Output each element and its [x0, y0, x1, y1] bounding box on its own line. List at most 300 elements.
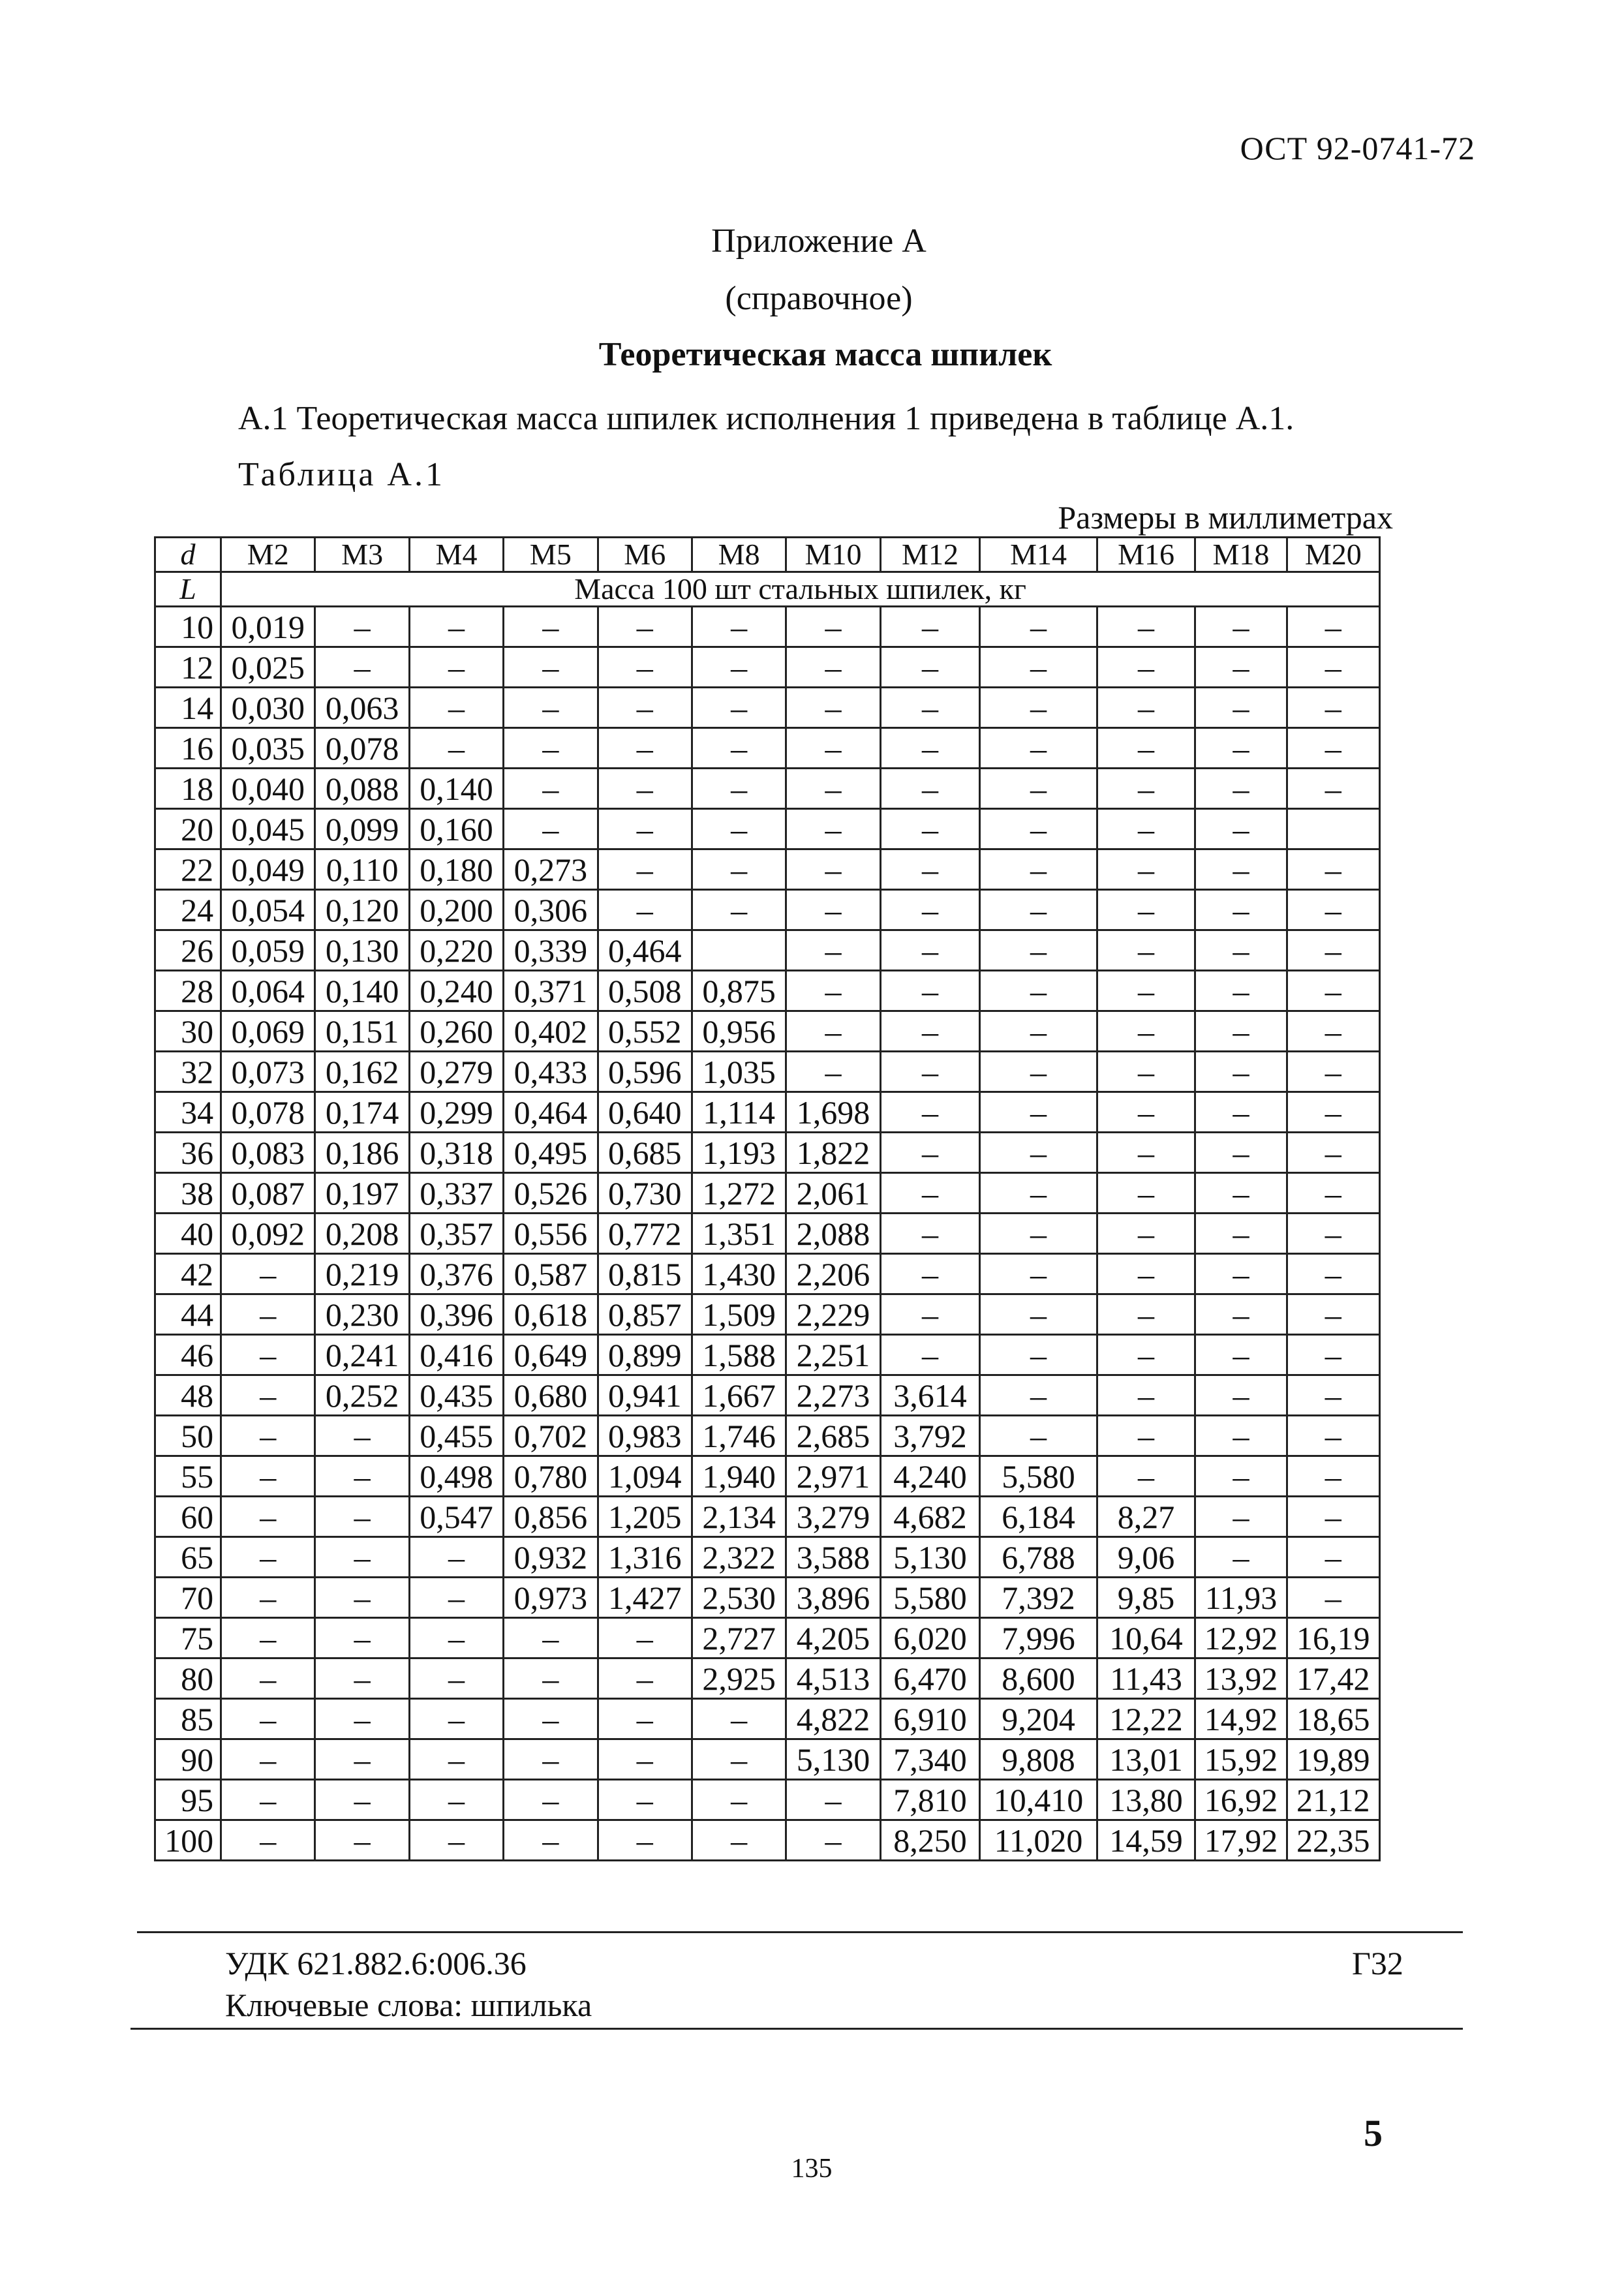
stud-mass-table: [154, 536, 1381, 1861]
mass-cell: 9,85: [1097, 1578, 1195, 1618]
archive-page-number: 135: [791, 2154, 833, 2184]
mass-cell: 0,162: [315, 1052, 409, 1092]
mass-cell: –: [221, 1699, 315, 1739]
mass-cell: 0,208: [315, 1214, 409, 1254]
mass-cell: –: [980, 688, 1097, 728]
mass-cell: 0,279: [409, 1052, 503, 1092]
mass-cell: –: [1287, 1092, 1379, 1133]
mass-cell: –: [504, 769, 598, 809]
table-row: [155, 1011, 1380, 1052]
mass-cell: 0,230: [315, 1294, 409, 1335]
mass-cell: –: [409, 688, 503, 728]
mass-cell: 8,600: [980, 1658, 1097, 1699]
mass-cell: 0,730: [598, 1173, 692, 1214]
mass-cell: 16,92: [1195, 1780, 1287, 1820]
mass-cell: –: [692, 809, 786, 849]
mass-cell: –: [504, 809, 598, 849]
mass-cell: –: [1097, 1456, 1195, 1497]
mass-cell: 12,22: [1097, 1699, 1195, 1739]
table-caption: Таблица А.1: [238, 456, 445, 493]
mass-cell: –: [1287, 1578, 1379, 1618]
mass-cell: 1,822: [786, 1133, 880, 1173]
mass-cell: –: [504, 1820, 598, 1861]
mass-cell: 0,069: [221, 1011, 315, 1052]
mass-cell: –: [504, 1780, 598, 1820]
mass-cell: –: [1287, 1052, 1379, 1092]
mass-cell: –: [786, 769, 880, 809]
mass-cell: –: [1097, 890, 1195, 930]
mass-cell: 0,087: [221, 1173, 315, 1214]
mass-cell: –: [1287, 1294, 1379, 1335]
mass-cell: 0,772: [598, 1214, 692, 1254]
mass-cell: 1,094: [598, 1456, 692, 1497]
intro-paragraph: А.1 Теоретическая масса шпилек исполнения 1 приведена в таблице А.1.: [238, 400, 1295, 437]
mass-cell: 1,746: [692, 1416, 786, 1456]
mass-cell: –: [1097, 1092, 1195, 1133]
mass-cell: –: [1287, 849, 1379, 890]
mass-cell: 2,088: [786, 1214, 880, 1254]
mass-cell: –: [1195, 930, 1287, 971]
document-code: ОСТ 92-0741-72: [1240, 130, 1475, 166]
mass-cell: 0,371: [504, 971, 598, 1011]
mass-cell: –: [221, 1456, 315, 1497]
length-cell: 32: [155, 1052, 221, 1092]
mass-cell: –: [1287, 930, 1379, 971]
mass-cell: 0,455: [409, 1416, 503, 1456]
mass-cell: –: [221, 1294, 315, 1335]
header-size: М6: [598, 538, 692, 572]
mass-cell: 0,186: [315, 1133, 409, 1173]
mass-cell: 1,430: [692, 1254, 786, 1294]
mass-cell: 1,272: [692, 1173, 786, 1214]
mass-cell: 0,685: [598, 1133, 692, 1173]
mass-cell: –: [980, 809, 1097, 849]
mass-cell: 0,495: [504, 1133, 598, 1173]
mass-cell: –: [409, 1578, 503, 1618]
mass-cell: –: [1287, 1133, 1379, 1173]
mass-cell: [692, 930, 786, 971]
mass-cell: –: [1097, 1294, 1195, 1335]
mass-cell: –: [504, 1658, 598, 1699]
mass-cell: –: [409, 1658, 503, 1699]
mass-cell: 0,899: [598, 1335, 692, 1375]
mass-cell: 0,059: [221, 930, 315, 971]
footer-rule-top: [137, 1931, 1463, 1933]
mass-cell: 12,92: [1195, 1618, 1287, 1658]
table-row: [155, 607, 1380, 647]
table-row: [155, 728, 1380, 769]
mass-cell: 0,160: [409, 809, 503, 849]
mass-cell: –: [1097, 971, 1195, 1011]
length-cell: 85: [155, 1699, 221, 1739]
mass-cell: –: [221, 1658, 315, 1699]
header-size: М12: [880, 538, 980, 572]
mass-cell: –: [315, 1537, 409, 1578]
table-row: [155, 1780, 1380, 1820]
mass-cell: –: [980, 1254, 1097, 1294]
mass-cell: –: [598, 1699, 692, 1739]
mass-cell: –: [980, 728, 1097, 769]
mass-cell: 0,552: [598, 1011, 692, 1052]
mass-cell: –: [692, 728, 786, 769]
mass-cell: –: [315, 1578, 409, 1618]
mass-cell: –: [1195, 769, 1287, 809]
mass-cell: –: [880, 1133, 980, 1173]
mass-cell: 9,204: [980, 1699, 1097, 1739]
mass-cell: –: [1287, 607, 1379, 647]
mass-cell: –: [221, 1537, 315, 1578]
mass-cell: 2,206: [786, 1254, 880, 1294]
mass-cell: –: [980, 930, 1097, 971]
mass-cell: 0,140: [315, 971, 409, 1011]
mass-cell: 7,810: [880, 1780, 980, 1820]
mass-cell: –: [1195, 1052, 1287, 1092]
mass-cell: –: [598, 647, 692, 688]
table-row: [155, 1173, 1380, 1214]
mass-cell: 0,547: [409, 1497, 503, 1537]
mass-cell: –: [221, 1820, 315, 1861]
mass-cell: –: [1195, 1294, 1287, 1335]
mass-cell: –: [1287, 1497, 1379, 1537]
mass-cell: –: [1097, 1335, 1195, 1375]
mass-cell: 0,306: [504, 890, 598, 930]
mass-cell: 0,151: [315, 1011, 409, 1052]
mass-cell: –: [1097, 607, 1195, 647]
mass-cell: –: [1287, 1173, 1379, 1214]
mass-cell: –: [315, 607, 409, 647]
mass-cell: 0,596: [598, 1052, 692, 1092]
mass-cell: –: [598, 1658, 692, 1699]
mass-cell: 0,092: [221, 1214, 315, 1254]
mass-cell: –: [1097, 769, 1195, 809]
footer-rule-bottom: [130, 2028, 1463, 2030]
mass-cell: –: [786, 930, 880, 971]
length-cell: 40: [155, 1214, 221, 1254]
mass-cell: 0,464: [598, 930, 692, 971]
mass-cell: –: [315, 647, 409, 688]
mass-cell: –: [1195, 1335, 1287, 1375]
mass-cell: –: [221, 1739, 315, 1780]
mass-cell: 17,42: [1287, 1658, 1379, 1699]
mass-cell: 0,260: [409, 1011, 503, 1052]
mass-cell: –: [1287, 647, 1379, 688]
mass-cell: –: [692, 1780, 786, 1820]
mass-cell: –: [221, 1254, 315, 1294]
length-cell: 42: [155, 1254, 221, 1294]
table-row: [155, 769, 1380, 809]
mass-cell: –: [1195, 1133, 1287, 1173]
table-row: [155, 1456, 1380, 1497]
mass-cell: –: [980, 1092, 1097, 1133]
mass-cell: –: [980, 1335, 1097, 1375]
mass-cell: 17,92: [1195, 1820, 1287, 1861]
mass-cell: 13,92: [1195, 1658, 1287, 1699]
mass-cell: –: [221, 1578, 315, 1618]
mass-cell: –: [786, 1011, 880, 1052]
mass-cell: –: [880, 1214, 980, 1254]
length-cell: 30: [155, 1011, 221, 1052]
mass-cell: 0,078: [315, 728, 409, 769]
mass-cell: –: [980, 607, 1097, 647]
mass-cell: 0,073: [221, 1052, 315, 1092]
mass-cell: 0,299: [409, 1092, 503, 1133]
mass-cell: 0,416: [409, 1335, 503, 1375]
mass-cell: 0,680: [504, 1375, 598, 1416]
table-row: [155, 1294, 1380, 1335]
mass-cell: 10,64: [1097, 1618, 1195, 1658]
length-cell: 44: [155, 1294, 221, 1335]
mass-cell: –: [880, 971, 980, 1011]
mass-cell: 0,857: [598, 1294, 692, 1335]
mass-cell: 6,788: [980, 1537, 1097, 1578]
mass-cell: 0,932: [504, 1537, 598, 1578]
mass-cell: –: [880, 1011, 980, 1052]
mass-cell: 0,815: [598, 1254, 692, 1294]
mass-cell: 0,376: [409, 1254, 503, 1294]
mass-cell: –: [1097, 1254, 1195, 1294]
mass-cell: –: [980, 1375, 1097, 1416]
mass-cell: 0,064: [221, 971, 315, 1011]
table-row: [155, 1699, 1380, 1739]
subheader-row: [155, 572, 1380, 607]
length-cell: 10: [155, 607, 221, 647]
mass-cell: –: [1287, 728, 1379, 769]
mass-cell: –: [980, 1011, 1097, 1052]
mass-cell: 0,498: [409, 1456, 503, 1497]
mass-cell: –: [1287, 769, 1379, 809]
mass-cell: 0,402: [504, 1011, 598, 1052]
mass-cell: 5,580: [980, 1456, 1097, 1497]
classification-code: Г32: [1352, 1945, 1403, 1981]
mass-cell: –: [598, 1618, 692, 1658]
mass-cell: –: [880, 890, 980, 930]
mass-cell: –: [504, 1739, 598, 1780]
mass-cell: 4,205: [786, 1618, 880, 1658]
header-size: М20: [1287, 538, 1379, 572]
mass-cell: 21,12: [1287, 1780, 1379, 1820]
mass-cell: –: [1195, 1092, 1287, 1133]
mass-cell: –: [504, 647, 598, 688]
mass-cell: 0,241: [315, 1335, 409, 1375]
mass-cell: –: [880, 688, 980, 728]
table-body: [155, 607, 1380, 1861]
mass-cell: –: [1195, 1416, 1287, 1456]
table-row: [155, 1618, 1380, 1658]
table-row: [155, 1133, 1380, 1173]
mass-cell: 6,020: [880, 1618, 980, 1658]
mass-cell: 0,464: [504, 1092, 598, 1133]
mass-cell: –: [598, 728, 692, 769]
mass-cell: 6,910: [880, 1699, 980, 1739]
mass-cell: 0,508: [598, 971, 692, 1011]
mass-cell: 0,078: [221, 1092, 315, 1133]
mass-cell: –: [409, 1739, 503, 1780]
mass-cell: –: [221, 1618, 315, 1658]
mass-cell: –: [786, 809, 880, 849]
mass-cell: –: [315, 1658, 409, 1699]
mass-cell: 1,351: [692, 1214, 786, 1254]
mass-cell: –: [409, 1699, 503, 1739]
mass-cell: –: [409, 1618, 503, 1658]
mass-cell: 18,65: [1287, 1699, 1379, 1739]
mass-cell: –: [692, 647, 786, 688]
header-d: d: [155, 538, 221, 572]
mass-cell: 0,174: [315, 1092, 409, 1133]
mass-cell: –: [1195, 1214, 1287, 1254]
mass-cell: 15,92: [1195, 1739, 1287, 1780]
mass-cell: 1,205: [598, 1497, 692, 1537]
mass-cell: –: [598, 849, 692, 890]
mass-cell: 0,088: [315, 769, 409, 809]
mass-cell: 1,509: [692, 1294, 786, 1335]
mass-cell: –: [221, 1375, 315, 1416]
mass-cell: –: [692, 1739, 786, 1780]
mass-cell: 3,279: [786, 1497, 880, 1537]
mass-cell: –: [786, 647, 880, 688]
appendix-title: Приложение А: [711, 222, 927, 260]
table-row: [155, 1214, 1380, 1254]
length-cell: 55: [155, 1456, 221, 1497]
header-size: М5: [504, 538, 598, 572]
mass-cell: 0,649: [504, 1335, 598, 1375]
mass-cell: –: [786, 1780, 880, 1820]
mass-cell: –: [315, 1780, 409, 1820]
table-row: [155, 1820, 1380, 1861]
mass-cell: –: [1097, 930, 1195, 971]
mass-cell: 11,93: [1195, 1578, 1287, 1618]
table-row: [155, 688, 1380, 728]
mass-cell: –: [880, 607, 980, 647]
mass-cell: –: [880, 849, 980, 890]
mass-cell: 16,19: [1287, 1618, 1379, 1658]
length-cell: 16: [155, 728, 221, 769]
mass-cell: –: [1195, 890, 1287, 930]
mass-cell: –: [980, 1214, 1097, 1254]
header-size: М18: [1195, 538, 1287, 572]
mass-cell: 0,702: [504, 1416, 598, 1456]
mass-cell: –: [1287, 1011, 1379, 1052]
mass-cell: 0,219: [315, 1254, 409, 1294]
mass-cell: –: [1097, 1173, 1195, 1214]
mass-cell: 0,054: [221, 890, 315, 930]
table-row: [155, 809, 1380, 849]
mass-cell: –: [1195, 1173, 1287, 1214]
mass-cell: –: [598, 607, 692, 647]
table-row: [155, 1254, 1380, 1294]
mass-cell: 0,120: [315, 890, 409, 930]
mass-cell: –: [692, 607, 786, 647]
table-row: [155, 890, 1380, 930]
mass-cell: 5,580: [880, 1578, 980, 1618]
mass-cell: 10,410: [980, 1780, 1097, 1820]
table-row: [155, 971, 1380, 1011]
mass-cell: –: [598, 688, 692, 728]
mass-cell: –: [980, 1416, 1097, 1456]
mass-cell: –: [880, 1335, 980, 1375]
mass-cell: 0,035: [221, 728, 315, 769]
mass-cell: –: [598, 809, 692, 849]
size-header-row: [155, 538, 1380, 572]
mass-cell: 0,040: [221, 769, 315, 809]
length-cell: 65: [155, 1537, 221, 1578]
mass-cell: 0,941: [598, 1375, 692, 1416]
table-row: [155, 930, 1380, 971]
mass-cell: 1,588: [692, 1335, 786, 1375]
mass-cell: –: [1195, 849, 1287, 890]
mass-cell: –: [980, 890, 1097, 930]
mass-cell: –: [1195, 1537, 1287, 1578]
mass-cell: 0,357: [409, 1214, 503, 1254]
mass-cell: –: [786, 890, 880, 930]
length-cell: 90: [155, 1739, 221, 1780]
mass-cell: 0,200: [409, 890, 503, 930]
mass-cell: 3,588: [786, 1537, 880, 1578]
table-row: [155, 1092, 1380, 1133]
length-cell: 20: [155, 809, 221, 849]
mass-cell: 2,273: [786, 1375, 880, 1416]
mass-cell: 22,35: [1287, 1820, 1379, 1861]
mass-cell: 2,061: [786, 1173, 880, 1214]
mass-cell: –: [980, 1294, 1097, 1335]
mass-cell: 0,875: [692, 971, 786, 1011]
units-caption: Размеры в миллиметрах: [1058, 499, 1393, 536]
length-cell: 22: [155, 849, 221, 890]
table-row: [155, 1335, 1380, 1375]
mass-cell: 0,140: [409, 769, 503, 809]
mass-cell: –: [504, 728, 598, 769]
page-number: 5: [1364, 2112, 1383, 2154]
mass-cell: –: [1195, 1254, 1287, 1294]
mass-cell: 0,780: [504, 1456, 598, 1497]
mass-cell: –: [221, 1335, 315, 1375]
mass-cell: –: [598, 1739, 692, 1780]
mass-cell: 0,640: [598, 1092, 692, 1133]
length-cell: 95: [155, 1780, 221, 1820]
mass-cell: –: [786, 728, 880, 769]
mass-cell: –: [409, 1780, 503, 1820]
mass-cell: –: [1097, 1133, 1195, 1173]
mass-cell: –: [1287, 1416, 1379, 1456]
mass-cell: –: [409, 1820, 503, 1861]
mass-cell: 0,435: [409, 1375, 503, 1416]
mass-cell: 0,252: [315, 1375, 409, 1416]
mass-cell: –: [598, 890, 692, 930]
mass-cell: –: [409, 607, 503, 647]
mass-cell: –: [315, 1739, 409, 1780]
mass-cell: –: [1287, 688, 1379, 728]
header-size: М16: [1097, 538, 1195, 572]
mass-cell: –: [1097, 809, 1195, 849]
mass-cell: –: [1097, 1416, 1195, 1456]
mass-cell: –: [1195, 971, 1287, 1011]
mass-cell: 14,59: [1097, 1820, 1195, 1861]
mass-cell: 0,197: [315, 1173, 409, 1214]
mass-cell: 0,099: [315, 809, 409, 849]
mass-cell: –: [786, 849, 880, 890]
mass-cell: 2,530: [692, 1578, 786, 1618]
mass-cell: –: [880, 809, 980, 849]
length-cell: 38: [155, 1173, 221, 1214]
mass-cell: –: [786, 1820, 880, 1861]
mass-cell: –: [980, 849, 1097, 890]
mass-cell: 3,792: [880, 1416, 980, 1456]
mass-cell: –: [315, 1699, 409, 1739]
length-cell: 70: [155, 1578, 221, 1618]
mass-cell: –: [598, 1820, 692, 1861]
mass-cell: –: [786, 607, 880, 647]
mass-cell: –: [692, 849, 786, 890]
mass-cell: 4,822: [786, 1699, 880, 1739]
